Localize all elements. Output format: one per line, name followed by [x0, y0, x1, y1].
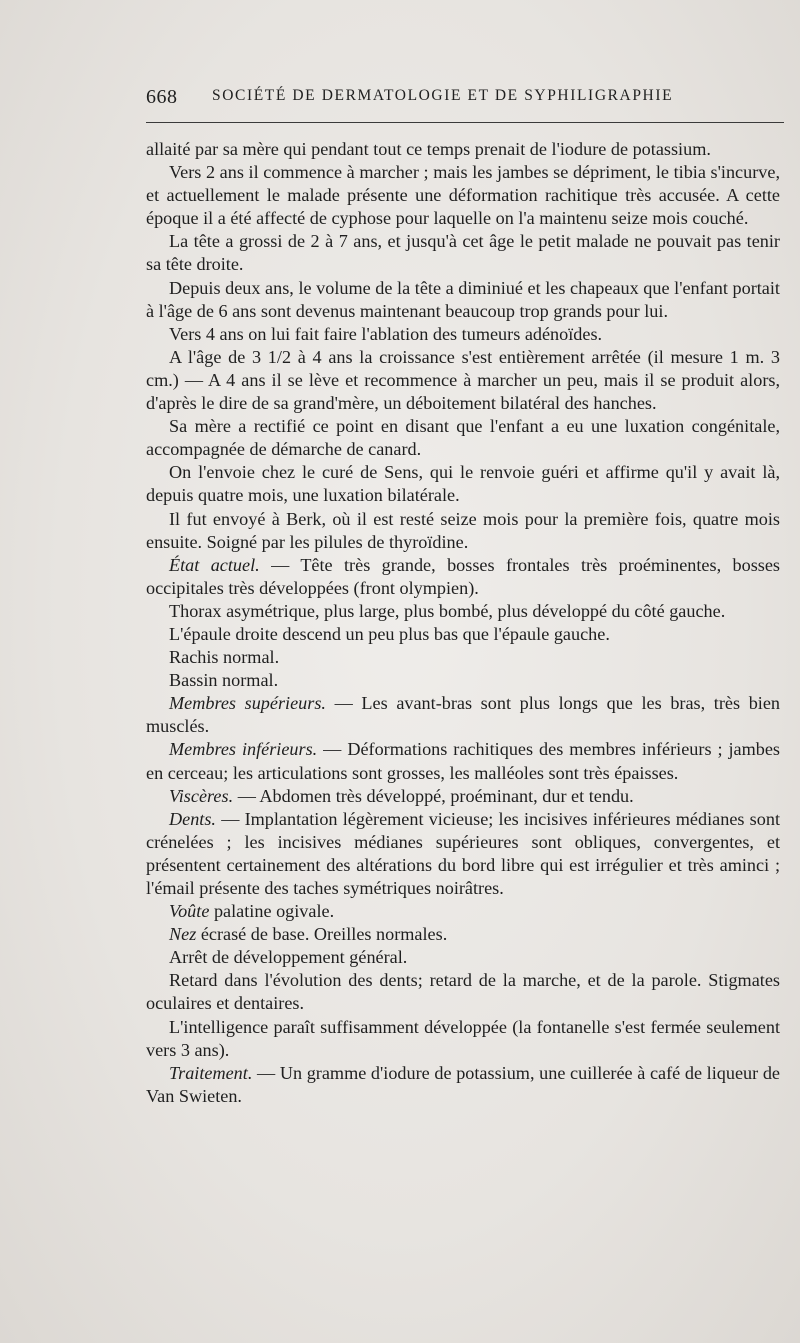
paragraph: État actuel. — Tête très grande, bosses frontales très proéminentes, bosses occipitales très développées (front olympien). — [146, 554, 781, 598]
paragraph: Nez écrasé de base. Oreilles normales. — [169, 924, 448, 945]
paragraph: A l'âge de 3 1/2 à 4 ans la croissance s'est entièrement arrêtée (il mesure 1 m. 3 cm.) — A 4 ans il se lève et recommence à marcher un peu, mais il se produit alors, d'après le dire de sa grand'mère, un déboitement bilatéral des hanches. — [146, 346, 780, 414]
section-label: Membres supérieurs. — [169, 693, 326, 714]
running-title: SOCIÉTÉ DE DERMATOLOGIE ET DE SYPHILIGRAPHIE — [212, 87, 674, 104]
paragraph: On l'envoie chez le curé de Sens, qui le renvoie guéri et affirme qu'il y avait là, depuis quatre mois, une luxation bilatérale. — [146, 462, 780, 506]
paragraph: Viscères. — Abdomen très développé, proéminant, dur et tendu. — [169, 785, 634, 806]
paragraph: Sa mère a rectifié ce point en disant que l'enfant a eu une luxation congénitale, accompagnée de démarche de canard. — [146, 416, 780, 460]
paragraph: Dents. — Implantation légèrement vicieuse; les incisives inférieures médianes sont crénelées ; les incisives médianes supérieures sont obliques, convergentes, et présentent certainement des altérations du bord libre qui est irrégulier et très aminci ; l'émail présente des taches symétriques noirâtres. — [146, 808, 780, 898]
section-label: Traitement. — [169, 1062, 253, 1083]
paragraph: Membres supérieurs. — Les avant-bras sont plus longs que les bras, très bien musclés. — [146, 693, 781, 737]
section-label: Voûte — [169, 901, 210, 922]
paragraph: Il fut envoyé à Berk, où il est resté seize mois pour la première fois, quatre mois ensuite. Soigné par les pilules de thyroïdine. — [146, 508, 780, 552]
paragraph: allaité par sa mère qui pendant tout ce temps prenait de l'iodure de potassium. — [146, 139, 711, 159]
paragraph: Arrêt de développement général. — [169, 947, 408, 968]
section-label: Viscères. — [169, 785, 234, 806]
paragraph: Depuis deux ans, le volume de la tête a diminiué et les chapeaux que l'enfant portait à l'âge de 6 ans sont devenus maintenant beaucoup trop grands pour lui. — [146, 277, 780, 321]
paragraph: Membres inférieurs. — Déformations rachitiques des membres inférieurs ; jambes en cerceau; les articulations sont grosses, les malléoles sont très épaisses. — [146, 739, 780, 783]
paragraph: Vers 2 ans il commence à marcher ; mais les jambes se dépriment, le tibia s'incurve, et actuellement le malade présente une déformation rachitique très accusée. A cette époque il a été affecté de cyphose pour laquelle on l'a maintenu seize mois couché. — [146, 162, 780, 229]
section-label: Membres inférieurs. — [169, 739, 318, 760]
paragraph: Voûte palatine ogivale. — [169, 901, 335, 922]
paragraph: Thorax asymétrique, plus large, plus bombé, plus développé du côté gauche. — [169, 600, 726, 621]
paragraph: Traitement. — Un gramme d'iodure de potassium, une cuillerée à café de liqueur de Van Swieten. — [146, 1062, 780, 1106]
paragraph: L'épaule droite descend un peu plus bas que l'épaule gauche. — [169, 623, 610, 644]
paragraph: La tête a grossi de 2 à 7 ans, et jusqu'à cet âge le petit malade ne pouvait pas tenir sa tête droite. — [146, 231, 780, 275]
section-label: Dents. — [169, 808, 216, 829]
paragraph: Retard dans l'évolution des dents; retard de la marche, et de la parole. Stigmates oculaires et dentaires. — [146, 970, 780, 1014]
section-label: Nez — [169, 924, 197, 945]
page-header — [146, 86, 786, 114]
section-label: État actuel. — [169, 554, 260, 575]
paragraph: Vers 4 ans on lui fait faire l'ablation des tumeurs adénoïdes. — [169, 323, 603, 344]
paragraph: Bassin normal. — [169, 670, 279, 691]
paragraph: L'intelligence paraît suffisamment développée (la fontanelle s'est fermée seulement vers 3 ans). — [146, 1016, 780, 1060]
page-number: 668 — [146, 86, 178, 108]
body-text — [146, 138, 780, 1108]
paragraph: Rachis normal. — [169, 647, 280, 668]
header-rule — [146, 122, 784, 123]
